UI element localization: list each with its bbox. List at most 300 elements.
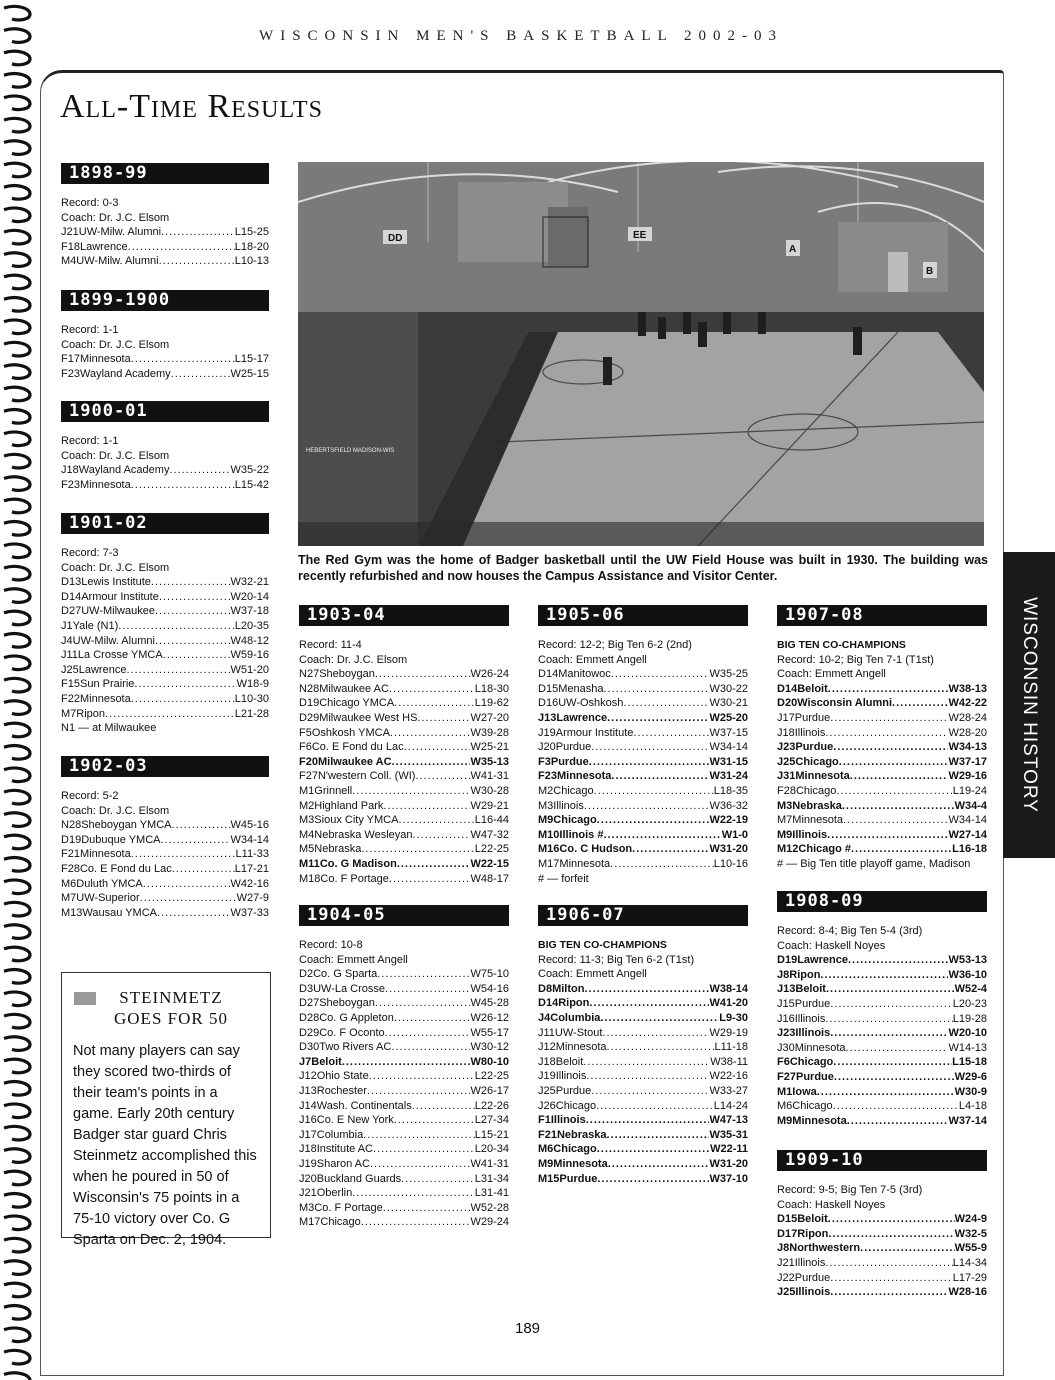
game-month: J	[777, 741, 784, 754]
binding-coil	[4, 1037, 30, 1051]
binding-coil	[4, 477, 30, 491]
leader-dots	[383, 1201, 471, 1216]
game-score: 11-18	[720, 1041, 748, 1054]
game-opponent: Sioux City YMCA	[314, 814, 399, 827]
leader-dots	[394, 696, 475, 711]
game-opponent: Co. C Hudson	[559, 843, 633, 856]
game-opponent: Milwaukee AC	[319, 682, 389, 695]
leader-dots	[159, 254, 235, 269]
game-row	[777, 799, 987, 814]
game-month: D	[538, 668, 546, 681]
game-result: W	[709, 1070, 720, 1083]
season-1898-99	[61, 163, 269, 269]
game-row	[777, 1026, 987, 1041]
game-result: W	[230, 367, 241, 380]
game-opponent: Chicago	[792, 1100, 833, 1113]
wisconsin-history-tab	[1003, 552, 1055, 858]
game-score: 21-28	[240, 707, 269, 720]
game-row	[777, 1227, 987, 1242]
game-score: 14-34	[958, 1256, 987, 1269]
game-day: 6	[305, 741, 312, 754]
game-score: 31-34	[480, 1172, 509, 1185]
binding-coil	[4, 678, 30, 692]
game-day: 21	[67, 848, 80, 861]
game-row	[61, 833, 269, 848]
game-row	[777, 828, 987, 843]
game-day: 19	[543, 1070, 556, 1083]
leader-dots	[830, 711, 948, 726]
binding-coil	[4, 589, 30, 603]
game-opponent: UW-Milw. Alumni	[72, 634, 155, 647]
game-row	[299, 967, 509, 982]
game-opponent: Minnesota	[792, 814, 844, 827]
game-opponent: Chicago	[555, 1099, 597, 1112]
game-month: M	[777, 1114, 787, 1127]
game-opponent: Chicago #	[798, 843, 851, 856]
game-day: 21	[304, 1187, 317, 1200]
game-month: J	[299, 1084, 305, 1097]
page-title: All-Time Results	[60, 88, 323, 125]
game-day: 1	[786, 1085, 793, 1098]
game-month: J	[777, 983, 784, 996]
game-row	[61, 619, 269, 634]
game-day: 26	[543, 1099, 556, 1112]
game-result: L	[474, 843, 481, 856]
game-day: 17	[67, 353, 80, 366]
season-year-bar: 1906-07	[538, 905, 748, 926]
game-month: J	[538, 726, 544, 739]
game-month: F	[61, 848, 68, 861]
binding-coil	[4, 74, 30, 88]
game-month: D	[299, 697, 307, 710]
leader-dots	[417, 711, 470, 726]
season-1901-02	[61, 513, 269, 736]
binding-coil	[4, 1238, 30, 1252]
game-score: 25-21	[480, 741, 509, 754]
game-row	[777, 1114, 987, 1129]
leader-dots	[375, 667, 471, 682]
game-day: 4	[70, 255, 77, 268]
sidebox-title-line1: STEINMETZ	[119, 988, 223, 1007]
game-score: 31-41	[480, 1187, 509, 1200]
game-row	[777, 1012, 987, 1027]
game-month: M	[299, 857, 309, 870]
game-opponent: Chicago	[553, 784, 594, 797]
game-day: 18	[308, 872, 321, 885]
game-month: M	[61, 906, 71, 919]
binding-coil	[4, 320, 30, 334]
binding-coil	[4, 1014, 30, 1028]
leader-dots	[389, 872, 471, 887]
game-row	[299, 996, 509, 1011]
leader-dots	[830, 1026, 948, 1041]
game-month: M	[538, 1157, 548, 1170]
leader-dots	[369, 1069, 475, 1084]
binding-coil	[4, 835, 30, 849]
game-result: L	[234, 255, 241, 268]
game-result: W	[230, 605, 241, 618]
game-opponent: Purdue	[550, 755, 589, 768]
binding-coil	[4, 208, 30, 222]
leader-dots	[583, 1055, 710, 1070]
game-opponent: Ripon	[797, 1227, 829, 1240]
leader-dots	[591, 1084, 709, 1099]
game-month: J	[538, 1041, 544, 1054]
binding-coil	[4, 701, 30, 715]
leader-dots	[589, 755, 710, 770]
game-day: 19	[306, 697, 320, 710]
game-score: 27-20	[480, 711, 509, 724]
game-day: 8	[545, 982, 553, 995]
game-month: M	[538, 1172, 548, 1185]
game-row	[299, 1011, 509, 1026]
leader-dots	[392, 755, 471, 770]
game-row	[538, 1157, 748, 1172]
game-score: 10-13	[240, 255, 269, 268]
game-month: F	[538, 770, 545, 783]
game-opponent: Manitowoc	[558, 668, 611, 681]
leader-dots	[383, 799, 470, 814]
game-day: 27	[68, 605, 82, 618]
season-year-bar: 1900-01	[61, 401, 269, 422]
binding-coil	[4, 1350, 30, 1364]
game-result: W	[710, 1143, 721, 1156]
game-result: W	[948, 711, 959, 724]
game-month: N	[299, 682, 307, 695]
game-result: W	[230, 464, 241, 477]
game-opponent: Sheboygan	[319, 997, 375, 1010]
game-result: L	[234, 692, 241, 705]
game-row	[538, 1011, 748, 1026]
game-score: 35-13	[480, 755, 509, 768]
game-day: 2	[547, 784, 554, 797]
game-result: L	[474, 1070, 481, 1083]
game-month: D	[299, 711, 307, 724]
game-row	[61, 352, 269, 367]
game-month: F	[61, 478, 68, 491]
leader-dots	[833, 1099, 959, 1114]
game-result: W	[470, 741, 481, 754]
leader-dots	[607, 1128, 710, 1143]
game-score: 34-14	[719, 741, 748, 754]
season-1908-09	[777, 891, 987, 1128]
game-result: L	[474, 1143, 481, 1156]
game-row	[538, 1128, 748, 1143]
game-day: 14	[545, 997, 559, 1010]
game-row	[299, 1142, 509, 1157]
season-year-bar: 1907-08	[777, 605, 987, 626]
game-day: 15	[545, 682, 559, 695]
sign-dd: DD	[388, 233, 403, 244]
game-day: 19	[543, 726, 556, 739]
game-score: 35-31	[719, 1128, 748, 1141]
game-result: W	[948, 954, 959, 967]
game-row	[777, 1256, 987, 1271]
game-score: 29-21	[480, 799, 509, 812]
binding-coil	[4, 1306, 30, 1320]
game-result: W	[230, 634, 241, 647]
game-result: L	[474, 814, 481, 827]
leader-dots	[584, 799, 710, 814]
game-month: M	[777, 843, 787, 856]
game-result: W	[948, 682, 959, 695]
binding-coil	[4, 1104, 30, 1118]
binding-coil	[4, 6, 30, 20]
game-day: 3	[308, 1201, 315, 1214]
leader-dots	[377, 967, 470, 982]
game-score: 34-4	[964, 799, 987, 812]
game-month: D	[538, 982, 546, 995]
game-row	[538, 755, 748, 770]
leader-dots	[597, 813, 710, 828]
leader-dots	[169, 463, 230, 478]
game-score: 14-24	[719, 1099, 748, 1112]
game-row	[61, 692, 269, 707]
game-day: 28	[306, 1011, 320, 1024]
game-score: 32-21	[240, 576, 269, 589]
game-row	[61, 847, 269, 862]
game-opponent: Illinois #	[559, 828, 604, 841]
leader-dots	[390, 726, 471, 741]
game-score: 18-35	[719, 784, 748, 797]
game-month: N	[61, 819, 69, 832]
game-score: 38-11	[720, 1055, 748, 1068]
binding-coil	[4, 298, 30, 312]
game-row	[299, 682, 509, 697]
game-result: W	[470, 755, 481, 768]
season-1907-08	[777, 605, 987, 872]
game-score: 20-14	[240, 590, 269, 603]
game-month: F	[61, 367, 68, 380]
game-row	[299, 740, 509, 755]
game-month: J	[61, 464, 67, 477]
leader-dots	[413, 828, 471, 843]
running-header: WISCONSIN MEN'S BASKETBALL 2002-03	[259, 28, 783, 44]
game-score: 22-15	[480, 857, 509, 870]
game-month: M	[61, 707, 71, 720]
game-month: J	[538, 1099, 544, 1112]
game-row	[299, 769, 509, 784]
game-row	[61, 240, 269, 255]
game-score: 42-22	[958, 697, 987, 710]
game-day: 25	[66, 663, 79, 676]
leader-dots	[172, 862, 235, 877]
game-score: 37-15	[719, 726, 748, 739]
game-day: 27	[305, 770, 318, 783]
game-result: W	[709, 982, 720, 995]
game-row	[777, 1212, 987, 1227]
season-year-bar: 1904-05	[299, 905, 509, 926]
record-line: Record: 1-1	[61, 435, 119, 447]
season-footnote: # — Big Ten title playoff game, Madison	[777, 857, 971, 870]
game-result: W	[954, 1227, 965, 1240]
game-opponent: Purdue	[794, 1271, 831, 1284]
game-score: 51-20	[240, 663, 269, 676]
game-row	[299, 872, 509, 887]
game-month: F	[538, 755, 545, 768]
game-day: 15	[547, 1172, 560, 1185]
game-month: J	[299, 1055, 306, 1068]
binding-coil	[4, 499, 30, 513]
game-month: J	[61, 634, 67, 647]
game-opponent: Armour Institute	[555, 726, 634, 739]
game-result: W	[709, 741, 720, 754]
game-result: W	[948, 814, 959, 827]
leader-dots	[131, 692, 235, 707]
leader-dots	[131, 478, 235, 493]
game-row	[777, 696, 987, 711]
game-day: 22	[782, 1271, 795, 1284]
game-result: W	[470, 1157, 481, 1170]
game-score: 42-16	[240, 877, 269, 890]
game-row	[61, 634, 269, 649]
game-result: L	[474, 682, 481, 695]
leader-dots	[155, 634, 231, 649]
season-year-bar: 1899-1900	[61, 290, 269, 311]
leader-dots	[586, 1069, 709, 1084]
game-day: 5	[308, 843, 315, 856]
leader-dots	[131, 352, 235, 367]
game-result: W	[470, 828, 481, 841]
game-result: W	[470, 711, 481, 724]
leader-dots	[833, 1055, 952, 1070]
game-opponent: Illinois	[794, 726, 826, 739]
game-result: W	[948, 770, 959, 783]
game-day: 7	[305, 1055, 312, 1068]
game-score: 38-13	[958, 682, 987, 695]
leader-dots	[401, 1172, 475, 1187]
leader-dots	[161, 225, 235, 240]
game-row	[61, 225, 269, 240]
game-opponent: Milton	[552, 982, 585, 995]
game-opponent: Chicago	[553, 1143, 597, 1156]
leader-dots	[415, 769, 470, 784]
game-month: J	[777, 770, 784, 783]
game-day: 19	[784, 954, 798, 967]
game-row	[299, 667, 509, 682]
game-score: 15-25	[240, 226, 269, 239]
game-day: 22	[67, 692, 80, 705]
binding-coil	[4, 1261, 30, 1275]
game-score: 25-20	[719, 711, 748, 724]
season-1906-07	[538, 905, 748, 1186]
sign-b: B	[926, 266, 934, 277]
record-line: Record: 11-4	[299, 639, 362, 651]
game-row	[61, 478, 269, 493]
game-result: W	[470, 1201, 481, 1214]
game-month: D	[61, 833, 69, 846]
game-result: W	[230, 819, 241, 832]
game-day: 20	[304, 1172, 317, 1185]
game-result: W	[709, 814, 720, 827]
game-score: 47-13	[719, 1114, 748, 1127]
game-day: 16	[782, 1012, 795, 1025]
game-row	[538, 667, 748, 682]
photo-caption: The Red Gym was the home of Badger basketball until the UW Field House was built in 1930. The building was recently refurbished and now houses the Campus Assistance and Visitor Center.	[298, 553, 988, 583]
record-line: Record: 10-2; Big Ten 7-1 (T1st)	[777, 653, 934, 666]
game-opponent: Chicago YMCA	[319, 697, 395, 710]
leader-dots	[394, 1113, 475, 1128]
photo-stamp: HEBERTSFIELD MADISON-WIS	[306, 448, 395, 454]
game-row	[299, 696, 509, 711]
game-result: L	[234, 619, 241, 632]
game-result: L	[952, 1012, 959, 1025]
game-month: F	[299, 726, 306, 739]
game-month: F	[61, 353, 68, 366]
game-day: 3	[306, 982, 314, 995]
game-row	[538, 996, 748, 1011]
game-row	[777, 1070, 987, 1085]
game-result: L	[234, 353, 241, 366]
game-score: 59-16	[240, 649, 269, 662]
game-score: 28-24	[958, 711, 987, 724]
leader-dots	[827, 828, 948, 843]
game-result: W	[470, 1216, 481, 1229]
binding-coil	[4, 230, 30, 244]
game-score: 26-17	[480, 1084, 509, 1097]
game-opponent: Minnesota	[79, 353, 131, 366]
season-1904-05	[299, 905, 509, 1230]
game-score: 37-33	[240, 906, 269, 919]
game-month: J	[777, 1041, 783, 1054]
game-day: 15	[784, 1213, 798, 1226]
game-row	[299, 799, 509, 814]
game-day: 16	[547, 843, 560, 856]
game-opponent: Co. G Madison	[319, 857, 397, 870]
game-month: M	[299, 784, 309, 797]
game-result: W	[470, 784, 481, 797]
game-day: 6	[70, 877, 77, 890]
game-row	[777, 1041, 987, 1056]
game-opponent: Minnesota	[553, 1157, 608, 1170]
game-day: 11	[543, 1026, 555, 1039]
game-score: 53-13	[958, 954, 987, 967]
binding-coil	[4, 275, 30, 289]
game-result: L	[474, 1187, 481, 1200]
game-score: 22-11	[720, 1143, 748, 1156]
game-result: W	[709, 770, 720, 783]
game-result: W	[470, 1084, 481, 1097]
game-result: L	[714, 1041, 721, 1054]
leader-dots	[361, 1215, 471, 1230]
game-day: 17	[308, 1216, 321, 1229]
game-score: 29-19	[719, 1026, 748, 1039]
binding-coil	[4, 947, 30, 961]
game-result: W	[470, 770, 481, 783]
game-day: 15	[67, 678, 80, 691]
leader-dots	[172, 818, 231, 833]
season-year-bar: 1902-03	[61, 756, 269, 777]
game-score: 37-10	[719, 1172, 748, 1185]
game-row	[299, 1040, 509, 1055]
game-row	[61, 463, 269, 478]
game-result: W	[948, 1027, 959, 1040]
game-month: F	[61, 678, 68, 691]
game-month: J	[777, 968, 784, 981]
leader-dots	[828, 682, 949, 697]
game-score: 37-18	[240, 605, 269, 618]
game-row	[299, 1055, 509, 1070]
game-month: M	[61, 877, 71, 890]
game-result: L	[474, 697, 481, 710]
game-opponent: Illinois	[555, 1070, 587, 1083]
game-row	[777, 1099, 987, 1114]
game-score: 15-42	[240, 478, 269, 491]
game-row	[538, 1172, 748, 1187]
game-score: 18-20	[240, 240, 269, 253]
binding-coil	[4, 1059, 30, 1073]
leader-dots	[157, 906, 230, 921]
